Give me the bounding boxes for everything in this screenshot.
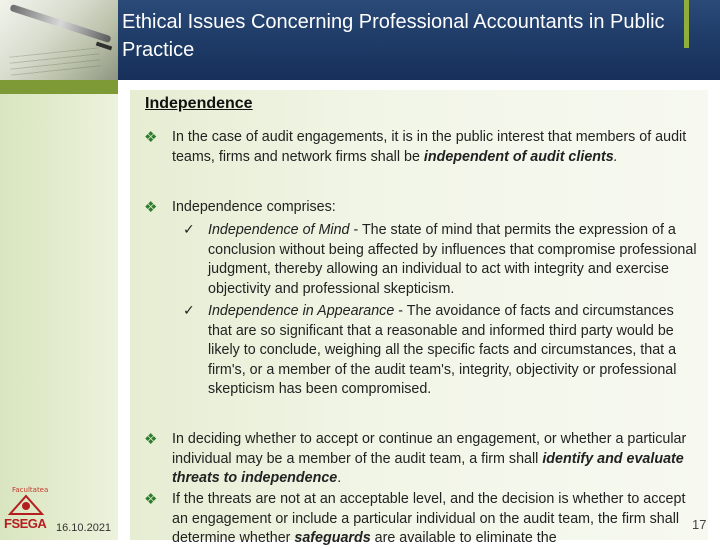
slide-date: 16.10.2021	[56, 522, 112, 534]
bullet-independence-comprises	[144, 198, 694, 218]
sidebar-stripe	[0, 80, 118, 94]
diamond-check-icon: ❖	[144, 128, 158, 146]
bullet-public-interest	[144, 128, 694, 167]
diamond-check-icon: ❖	[144, 198, 158, 216]
sub-bullet-term: Independence in Appearance	[208, 303, 395, 319]
slide-title: Ethical Issues Concerning Professional Accountants in Public Practice	[122, 11, 665, 61]
sub-bullet-independence-in-appearance	[183, 302, 698, 400]
bullet-text: In the case of audit engagements, it is in the public interest that members of audit teams, firms and network firms shall be	[172, 129, 687, 165]
bullet-tail: are available to eliminate the	[370, 530, 557, 546]
logo-text: FSEGA	[4, 516, 47, 531]
bullet-tail: .	[337, 470, 342, 486]
diamond-check-icon: ❖	[144, 430, 158, 448]
accent-bar	[684, 0, 689, 48]
bullet-body	[172, 128, 694, 167]
left-sidebar	[0, 80, 118, 540]
bullet-emphasis: identify and evaluate threats to independence	[172, 450, 684, 486]
bullet-text: If the threats are not at an acceptable level, and the decision is whether to accept an engagement or include a particular individual on the audit team, the firm shall determine whether	[172, 491, 686, 546]
bullet-text: Independence comprises:	[172, 199, 336, 215]
sub-bullet-text: - The state of mind that permits the expression of a conclusion without being affected by influences that compromise professional judgment, thereby allowing an individual to act with integrity and exercise objectivity and professional skepticism.	[208, 222, 697, 297]
section-title: Independence	[145, 95, 253, 112]
logo-caption: Facultatea	[12, 486, 49, 494]
fsega-logo	[2, 486, 50, 536]
page-number: 17	[692, 517, 707, 532]
slide-header	[0, 0, 720, 80]
bullet-emphasis: independent of audit clients	[423, 148, 614, 165]
bullet-tail: .	[613, 148, 618, 165]
diamond-check-icon: ❖	[144, 490, 158, 508]
bullet-emphasis: safeguards	[294, 530, 371, 546]
paper-lines	[9, 47, 101, 80]
sub-bullet-body	[208, 302, 698, 400]
header-photo-pen-image	[0, 0, 118, 80]
sub-bullet-independence-of-mind	[183, 221, 698, 299]
sub-bullet-text: - The avoidance of facts and circumstances that are so significant that a reasonable and informed third party would be likely to conclude, weighing all the specific facts and circumstances, that a firm's, or a member of the audit team's, integrity, objectivity or professional skepticism has been compromised.	[208, 303, 677, 397]
sub-bullet-term: Independence of Mind	[208, 222, 350, 238]
sub-bullet-body	[208, 221, 698, 299]
checkmark-icon: ✓	[183, 222, 195, 238]
pen-icon	[9, 4, 111, 43]
bullet-body	[172, 430, 694, 489]
bullet-text: In deciding whether to accept or continue an engagement, or whether a particular individual may be a member of the audit team, a firm shall	[172, 431, 687, 467]
bullet-identify-threats	[144, 430, 694, 489]
checkmark-icon: ✓	[183, 303, 195, 319]
